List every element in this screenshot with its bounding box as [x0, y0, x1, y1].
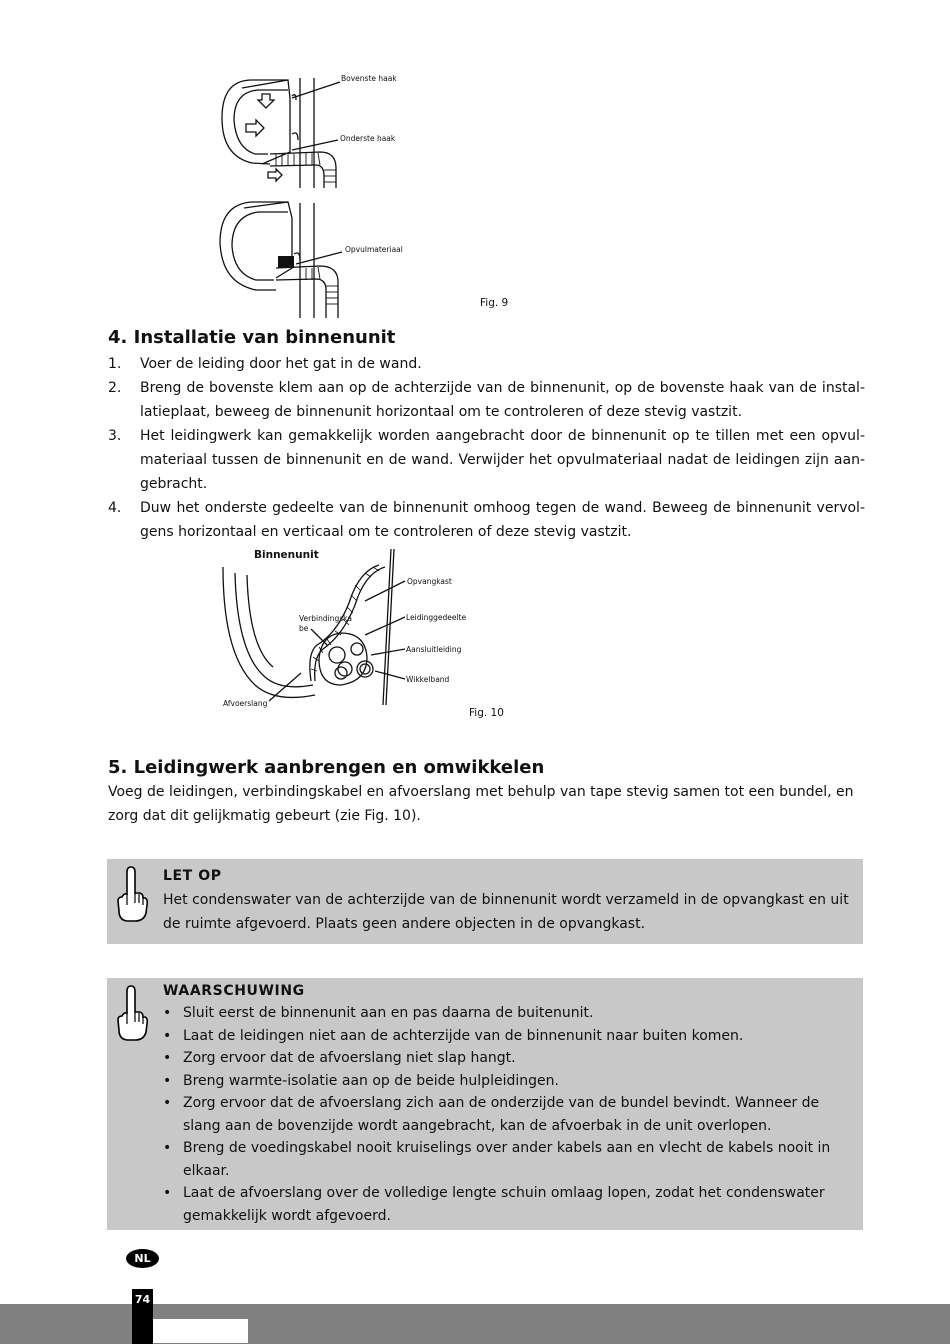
- figure-10-caption: Fig. 10: [469, 707, 504, 719]
- pointing-hand-icon: [115, 865, 149, 927]
- label-bottom-hook: Onderste haak: [340, 134, 396, 143]
- installation-steps: [108, 352, 865, 544]
- list-item: • Sluit eerst de binnenunit aan en pas daarna de buitenunit.: [163, 1002, 843, 1025]
- notice-heading: LET OP: [163, 868, 222, 884]
- warning-box: [107, 978, 863, 1230]
- pointing-hand-icon: [115, 984, 149, 1046]
- list-item: 2. Breng de bovenste klem aan op de achterzijde van de binnenunit, op de bovenste haak van de instal-latieplaat, beweeg de binnenunit horizontaal om te controleren of deze stevig vastzit.: [108, 380, 865, 420]
- filler-block: [278, 256, 294, 268]
- language-badge: NL: [126, 1249, 159, 1268]
- label-wrap-tape: Wikkelband: [406, 675, 450, 684]
- footer-white-block: [153, 1319, 248, 1343]
- figure-10: [215, 545, 515, 725]
- label-connection-cable-2: be: [299, 624, 309, 633]
- section-5-text: Voeg de leidingen, verbindingskabel en afvoerslang met behulp van tape stevig samen tot een bundel, en zorg dat dit gelijkmatig gebeurt (zie Fig. 10).: [108, 784, 854, 824]
- section-4-title: 4. Installatie van binnenunit: [108, 327, 396, 348]
- label-filler: Opvulmateriaal: [345, 245, 403, 254]
- list-item: 3. Het leidingwerk kan gemakkelijk worden aangebracht door de binnenunit op te tillen met een opvul-materiaal tussen de binnenunit en de wand. Verwijder het opvulmateriaal nadat de leidingen zijn aan-gebracht.: [108, 428, 865, 492]
- warning-list: [163, 1002, 843, 1227]
- warning-heading: WAARSCHUWING: [163, 983, 305, 999]
- label-pipe-section: Leidinggedeelte: [406, 613, 467, 622]
- list-item: 4. Duw het onderste gedeelte van de binnenunit omhoog tegen de wand. Beweeg de binnenunit vervol-gens horizontaal en verticaal om te controleren of deze stevig vastzit.: [108, 500, 865, 540]
- figure-9: [210, 68, 520, 320]
- list-item: • Laat de afvoerslang over de volledige lengte schuin omlaag lopen, zodat het condenswater gemakkelijk wordt afgevoerd.: [163, 1182, 843, 1227]
- list-item: • Zorg ervoor dat de afvoerslang zich aan de onderzijde van de bundel bevindt. Wanneer de slang aan de bovenzijde wordt aangebracht, kan de afvoerbak in de unit overlopen.: [163, 1092, 843, 1137]
- label-top-hook: Bovenste haak: [341, 74, 397, 83]
- label-catch-tray: Opvangkast: [407, 577, 452, 586]
- list-item: 1. Voer de leiding door het gat in de wand.: [108, 356, 422, 372]
- list-item: • Zorg ervoor dat de afvoerslang niet slap hangt.: [163, 1047, 843, 1070]
- list-item: • Breng warmte-isolatie aan op de beide hulpleidingen.: [163, 1070, 843, 1093]
- label-connection-pipe: Aansluitleiding: [406, 645, 462, 654]
- figure-10-drawing: [215, 545, 515, 725]
- notice-text: Het condenswater van de achterzijde van de binnenunit wordt verzameld in de opvangkast en uit de ruimte afgevoerd. Plaats geen andere objecten in de opvangkast.: [163, 892, 849, 932]
- list-item: • Breng de voedingskabel nooit kruiselings over ander kabels aan en vlecht de kabels nooit in elkaar.: [163, 1137, 843, 1182]
- figure-9-drawing: [210, 68, 520, 320]
- list-item: • Laat de leidingen niet aan de achterzijde van de binnenunit naar buiten komen.: [163, 1025, 843, 1048]
- figure-10-title: Binnenunit: [254, 549, 319, 561]
- section-5-title: 5. Leidingwerk aanbrengen en omwikkelen: [108, 757, 545, 778]
- label-connection-cable-1: Verbindingska: [299, 614, 352, 623]
- figure-9-caption: Fig. 9: [480, 297, 509, 309]
- notice-box: [107, 859, 863, 944]
- label-drain-hose: Afvoerslang: [223, 699, 268, 708]
- page-number: 74: [132, 1289, 153, 1344]
